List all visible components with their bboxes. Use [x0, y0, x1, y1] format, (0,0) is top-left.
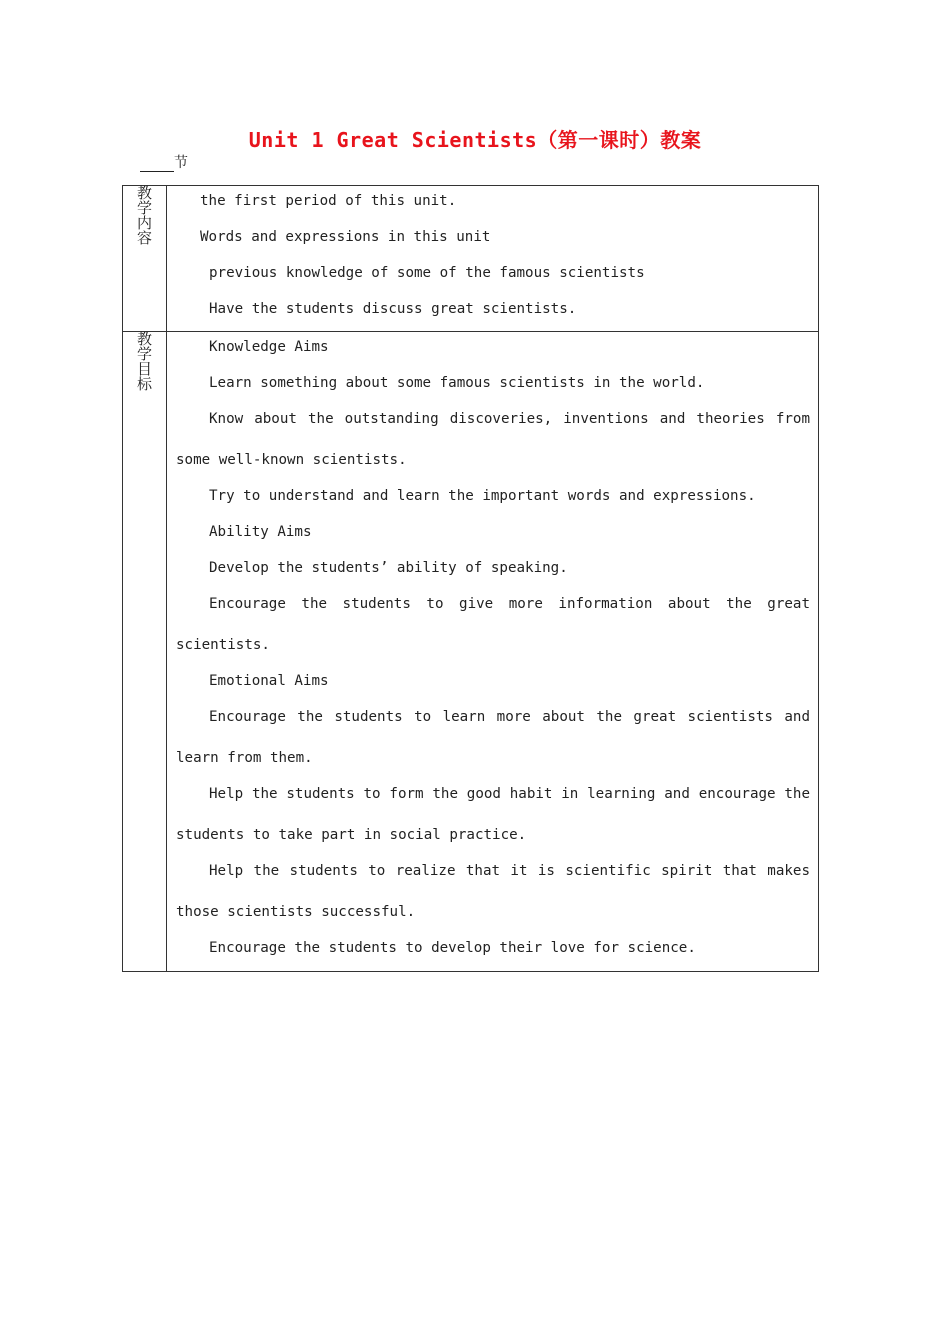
document-title: Unit 1 Great Scientists（第一课时）教案 — [248, 128, 702, 152]
content-line: Encourage the students to learn more about the great scientists and — [209, 709, 810, 725]
content-line: Develop the students’ ability of speaking. — [209, 560, 568, 576]
content-line: Have the students discuss great scientists. — [209, 301, 577, 317]
content-line: Know about the outstanding discoveries, inventions and theories from — [209, 411, 810, 427]
lesson-plan-table — [122, 185, 819, 972]
content-line: Learn something about some famous scientists in the world. — [209, 375, 705, 391]
content-line: those scientists successful. — [176, 904, 416, 920]
content-line: Help the students to form the good habit in learning and encourage the — [209, 786, 810, 802]
content-line: Encourage the students to develop their love for science. — [209, 940, 696, 956]
table-row-goals — [123, 332, 819, 972]
content-line: Words and expressions in this unit — [200, 229, 491, 245]
content-line: students to take part in social practice. — [176, 827, 527, 843]
content-line: Help the students to realize that it is scientific spirit that makes — [209, 863, 810, 879]
section-mark — [140, 152, 188, 172]
content-line: Ability Aims — [209, 524, 312, 540]
content-line: scientists. — [176, 637, 270, 653]
row-content-cell — [167, 332, 819, 972]
content-line: Encourage the students to give more information about the great — [209, 596, 810, 612]
content-line: some well-known scientists. — [176, 452, 407, 468]
content-line: Knowledge Aims — [209, 339, 329, 355]
row-content-cell — [167, 186, 819, 332]
blank-line — [140, 157, 174, 172]
section-suffix: 节 — [174, 155, 188, 171]
row-label-cell — [123, 332, 167, 972]
row-label-cell — [123, 186, 167, 332]
table-row-content — [123, 186, 819, 332]
content-line: previous knowledge of some of the famous scientists — [209, 265, 645, 281]
content-line: Emotional Aims — [209, 673, 329, 689]
content-line: learn from them. — [176, 750, 313, 766]
row-label-teaching-content: 教学内容 — [136, 184, 152, 247]
content-line: Try to understand and learn the important words and expressions. — [209, 488, 756, 504]
content-line: the first period of this unit. — [200, 193, 457, 209]
row-label-teaching-goals: 教学目标 — [136, 330, 152, 393]
